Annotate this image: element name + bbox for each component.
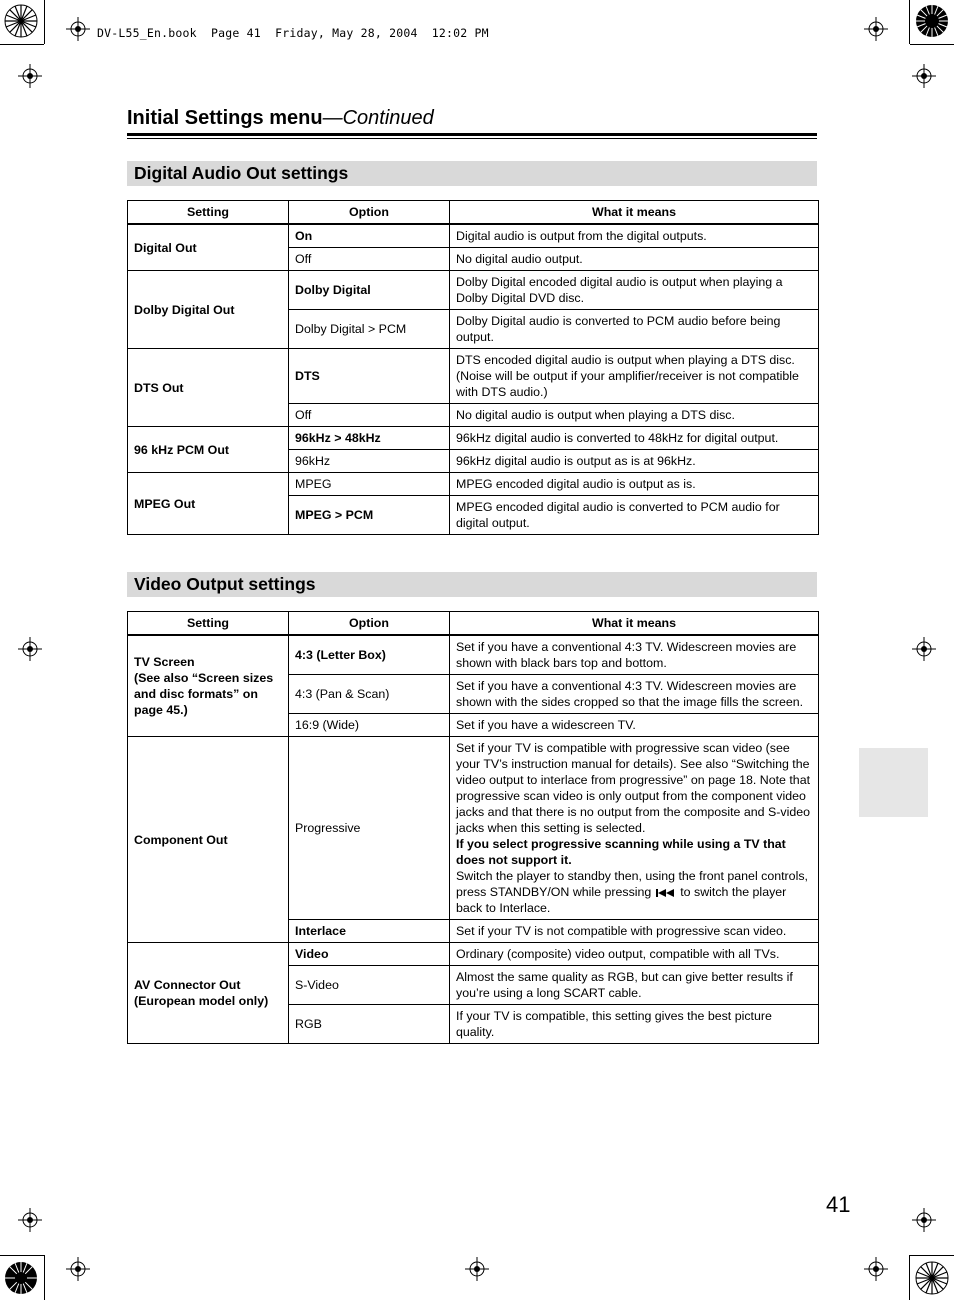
table-row [128,473,819,496]
meaning-cell: Set if you have a widescreen TV. [450,714,819,737]
setting-96khz-pcm-out: 96 kHz PCM Out [128,427,289,473]
meaning-cell: If your TV is compatible, this setting gives the best picture quality. [450,1005,819,1044]
meaning-cell: Dolby Digital audio is converted to PCM audio before being output. [450,310,819,349]
setting-tv-screen-note: (See also “Screen sizes and disc formats” on page 45.) [134,671,274,717]
option-cell: Off [289,248,450,271]
meaning-cell: MPEG encoded digital audio is output as is. [450,473,819,496]
table-header-row [128,612,819,636]
option-cell: 16:9 (Wide) [289,714,450,737]
page-title [127,107,434,130]
meaning-cell [450,737,819,920]
column-header-meaning: What it means [450,201,819,225]
section-heading-video-output: Video Output settings [127,572,817,597]
option-cell: Progressive [289,737,450,920]
page-title-main: Initial Settings menu [127,107,323,129]
column-header-meaning: What it means [450,612,819,636]
registration-mark-icon [18,637,42,661]
section-heading-digital-audio: Digital Audio Out settings [127,161,817,186]
registration-mark-icon [18,1208,42,1232]
registration-mark-icon [912,637,936,661]
meaning-cell: Set if you have a conventional 4:3 TV. Widescreen movies are shown with black bars top and bottom. [450,635,819,675]
registration-mark-icon [465,1257,489,1281]
registration-mark-icon [18,64,42,88]
setting-component-out: Component Out [128,737,289,943]
file-header: DV-L55_En.book Page 41 Friday, May 28, 2004 12:02 PM [97,26,489,40]
column-header-option: Option [289,201,450,225]
option-cell: Video [289,943,450,966]
registration-mark-icon [912,1208,936,1232]
setting-tv-screen-label: TV Screen [134,655,195,669]
progressive-fix-text-end: to switch the player back to Interlace. [456,885,787,915]
meaning-cell: DTS encoded digital audio is output when playing a DTS disc. (Noise will be output if your amplifier/receiver is not compatible with DTS audio.) [450,349,819,404]
column-header-option: Option [289,612,450,636]
option-cell: Interlace [289,920,450,943]
progressive-warning: If you select progressive scanning while using a TV that does not support it. [456,837,786,867]
progressive-fix-text: Switch the player to standby then, using the front panel controls, press STANDBY/ON while pressing [456,869,808,899]
table-row [128,271,819,310]
registration-mark-icon [66,1257,90,1281]
setting-tv-screen [128,635,289,737]
registration-mark-icon [864,1257,888,1281]
skip-previous-icon [655,888,677,898]
meaning-cell: Almost the same quality as RGB, but can give better results if you’re using a long SCART cable. [450,966,819,1005]
option-cell: On [289,224,450,248]
meaning-cell: Digital audio is output from the digital outputs. [450,224,819,248]
table-row [128,224,819,248]
table-row [128,635,819,675]
option-cell: Dolby Digital [289,271,450,310]
meaning-cell: Ordinary (composite) video output, compatible with all TVs. [450,943,819,966]
registration-mark-icon [864,17,888,41]
sunburst-mark-icon [915,4,949,38]
meaning-cell: MPEG encoded digital audio is converted to PCM audio for digital output. [450,496,819,535]
option-cell: S-Video [289,966,450,1005]
digital-audio-table [127,200,819,535]
setting-dolby-digital-out: Dolby Digital Out [128,271,289,349]
column-header-setting: Setting [128,612,289,636]
meaning-cell: No digital audio is output when playing a DTS disc. [450,404,819,427]
table-row [128,737,819,920]
meaning-cell: 96kHz digital audio is output as is at 96kHz. [450,450,819,473]
setting-digital-out: Digital Out [128,224,289,271]
option-cell: RGB [289,1005,450,1044]
registration-mark-icon [66,17,90,41]
sunburst-mark-icon [4,4,38,38]
table-row [128,943,819,966]
page-number: 41 [826,1192,851,1217]
page-title-continued: —Continued [322,107,434,129]
setting-av-connector-out: AV Connector Out (European model only) [128,943,289,1044]
title-rule [127,133,817,139]
table-row [128,427,819,450]
registration-mark-icon [912,64,936,88]
meaning-cell: Set if you have a conventional 4:3 TV. Widescreen movies are shown with the sides cropped so that the image fills the screen. [450,675,819,714]
option-cell: DTS [289,349,450,404]
sunburst-mark-icon [4,1261,38,1295]
table-header-row [128,201,819,225]
meaning-cell: No digital audio output. [450,248,819,271]
option-cell: Dolby Digital > PCM [289,310,450,349]
video-output-table [127,611,819,1044]
option-cell: MPEG [289,473,450,496]
meaning-cell: Set if your TV is not compatible with progressive scan video. [450,920,819,943]
meaning-cell: 96kHz digital audio is converted to 48kHz for digital output. [450,427,819,450]
option-cell: MPEG > PCM [289,496,450,535]
meaning-cell: Dolby Digital encoded digital audio is output when playing a Dolby Digital DVD disc. [450,271,819,310]
option-cell: 4:3 (Pan & Scan) [289,675,450,714]
option-cell: 96kHz > 48kHz [289,427,450,450]
option-cell: Off [289,404,450,427]
option-cell: 96kHz [289,450,450,473]
column-header-setting: Setting [128,201,289,225]
sunburst-mark-icon [915,1261,949,1295]
setting-dts-out: DTS Out [128,349,289,427]
option-cell: 4:3 (Letter Box) [289,635,450,675]
table-row [128,349,819,404]
thumb-index-tab [859,748,928,817]
setting-mpeg-out: MPEG Out [128,473,289,535]
progressive-description: Set if your TV is compatible with progressive scan video (see your TV’s instruction manual for details). See also “Switching the video output to interlace from progressive” on page 18. Note that progressive scan video is only output from the component video jacks and that there is no output from the composite and S-video jacks when this setting is selected. [456,741,811,835]
